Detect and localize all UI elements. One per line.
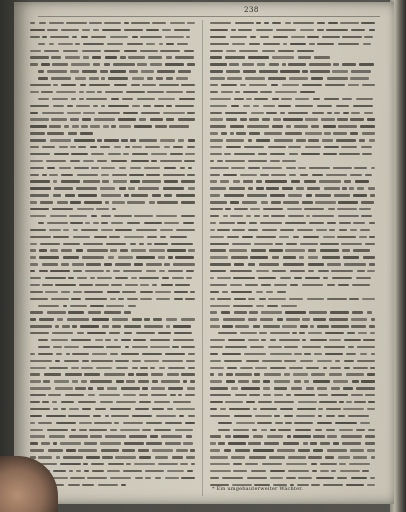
text-line [30,303,195,309]
text-line [210,351,375,357]
text-line [210,309,375,315]
text-line [30,68,195,74]
text-line [30,234,195,240]
text-line [210,282,375,288]
text-line [30,27,195,33]
text-line [210,296,375,302]
text-line [210,206,375,212]
text-line [210,123,375,129]
text-line [30,20,195,26]
text-line [210,254,375,260]
text-line [30,241,195,247]
text-line [210,68,375,74]
text-line [210,130,375,136]
text-line [30,344,195,350]
text-line [30,48,195,54]
text-line [210,172,375,178]
text-line [30,130,195,136]
text-line [210,303,375,309]
text-line [210,199,375,205]
text-line [210,116,375,122]
text-line [30,54,195,60]
text-line [30,399,195,405]
text-line [30,89,195,95]
text-line [30,316,195,322]
text-line [210,165,375,171]
text-line [210,378,375,384]
text-line [30,199,195,205]
text-line [210,41,375,47]
text-line [210,220,375,226]
text-line [30,144,195,150]
text-line [30,275,195,281]
text-line [30,61,195,67]
text-line [210,247,375,253]
text-line [210,323,375,329]
text-line [210,275,375,281]
text-line [210,61,375,67]
text-line [30,296,195,302]
text-line [210,420,375,426]
text-line [210,82,375,88]
text-line [210,213,375,219]
text-line [30,433,195,439]
text-line [30,330,195,336]
text-line [30,247,195,253]
text-line [30,337,195,343]
text-line [210,227,375,233]
text-line [30,461,195,467]
text-line [210,385,375,391]
text-line [30,413,195,419]
text-line [30,254,195,260]
text-line [30,103,195,109]
text-line [210,110,375,116]
text-line [210,427,375,433]
left-text-column [30,20,195,498]
text-line [210,144,375,150]
text-line [210,261,375,267]
text-line [30,185,195,191]
text-line [210,20,375,26]
column-divider [202,20,203,496]
text-line [30,151,195,157]
text-line [30,116,195,122]
text-line [30,358,195,364]
text-line [210,137,375,143]
text-line [30,34,195,40]
text-line [30,323,195,329]
text-line [30,392,195,398]
text-line [210,158,375,164]
text-line [210,151,375,157]
text-line [210,192,375,198]
text-line [30,206,195,212]
text-line [30,468,195,474]
text-line [30,172,195,178]
text-line [30,227,195,233]
text-line [30,289,195,295]
text-line [210,461,375,467]
text-line [210,289,375,295]
text-line [30,192,195,198]
text-line [30,220,195,226]
text-line [30,309,195,315]
right-text-column [210,20,375,498]
text-line [210,103,375,109]
text-line [210,406,375,412]
text-line [30,75,195,81]
text-line [30,371,195,377]
text-line [210,344,375,350]
text-line [30,178,195,184]
text-line [210,234,375,240]
book-page [14,2,394,504]
text-line [210,454,375,460]
text-line [210,241,375,247]
text-line [30,82,195,88]
text-line [210,358,375,364]
text-line [30,213,195,219]
header-rule [38,16,380,17]
text-line [30,123,195,129]
text-line [210,178,375,184]
text-line [210,330,375,336]
text-line [30,406,195,412]
text-line [30,378,195,384]
text-line [30,447,195,453]
text-line [210,392,375,398]
text-line [210,27,375,33]
text-line [210,75,375,81]
text-line [210,316,375,322]
text-line [210,89,375,95]
text-line [30,110,195,116]
text-line [210,468,375,474]
text-line [30,282,195,288]
text-line [30,351,195,357]
text-line [210,475,375,481]
text-line [30,365,195,371]
text-line [30,96,195,102]
text-line [210,96,375,102]
text-line [30,440,195,446]
text-line [210,268,375,274]
text-line [30,427,195,433]
text-line [30,385,195,391]
text-line [210,54,375,60]
text-line [210,413,375,419]
text-line [30,420,195,426]
text-line [30,41,195,47]
text-line [30,165,195,171]
text-line [30,454,195,460]
text-line [210,185,375,191]
text-line [210,440,375,446]
text-line [210,337,375,343]
text-line [210,371,375,377]
text-line [30,137,195,143]
text-line [210,399,375,405]
text-line [210,34,375,40]
text-line [30,261,195,267]
text-line [210,365,375,371]
text-line [210,447,375,453]
text-line [30,158,195,164]
footnote: * Ein umgebauterweiter Wächter. [212,486,304,492]
page-number: 238 [244,6,259,14]
text-line [30,268,195,274]
text-line [210,433,375,439]
text-line [210,48,375,54]
